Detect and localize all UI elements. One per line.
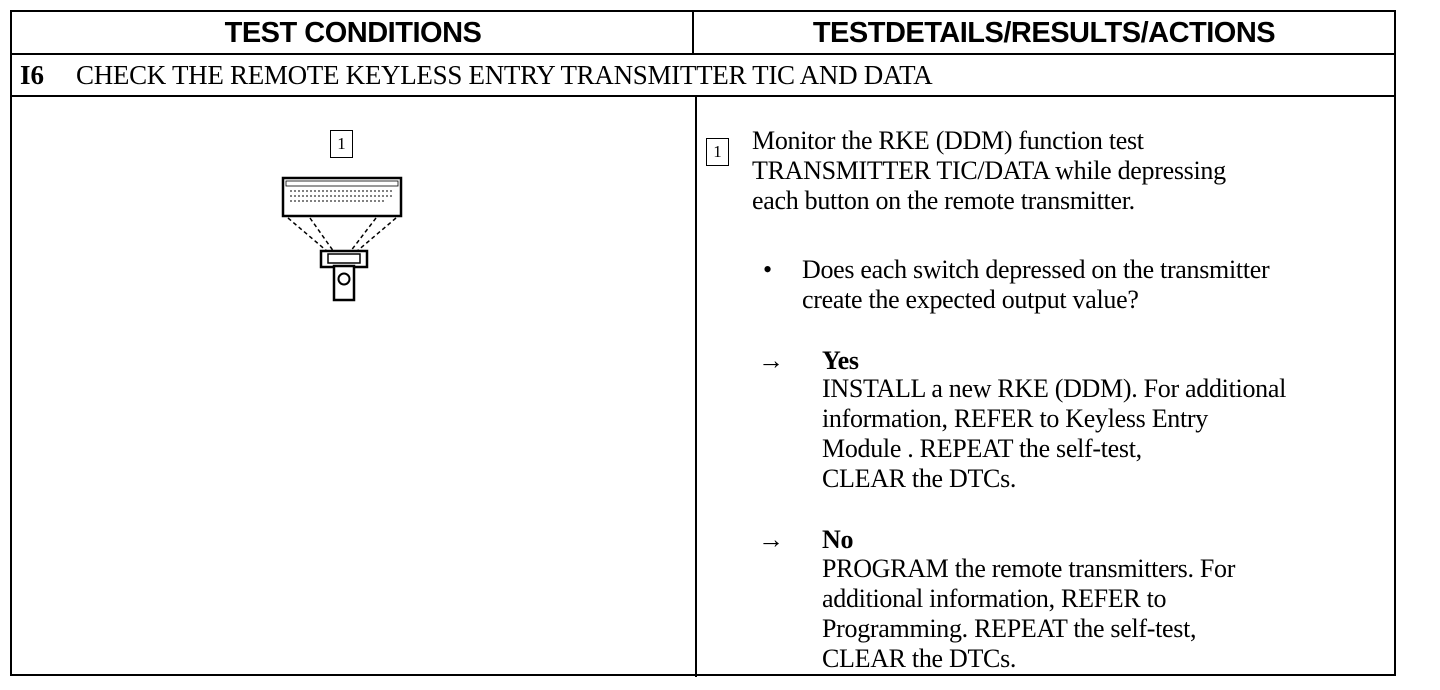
no-action xyxy=(822,554,1387,674)
instruction-paragraph xyxy=(752,126,1372,216)
scan-tool-with-transmitter-icon xyxy=(268,166,418,366)
no-action-line: additional information, REFER to xyxy=(822,584,1167,613)
diagram-step-box: 1 xyxy=(330,130,353,158)
yes-action-line: Module . REPEAT the self-test, xyxy=(822,434,1142,463)
step-number: I6 xyxy=(20,60,45,90)
yes-arrow-icon: → xyxy=(758,346,784,375)
no-action-line: Programming. REPEAT the self-test, xyxy=(822,614,1197,643)
question-paragraph xyxy=(802,255,1382,315)
no-action-line: PROGRAM the remote transmitters. For xyxy=(822,554,1236,583)
details-step-box: 1 xyxy=(706,138,729,166)
yes-action xyxy=(822,374,1387,494)
question-line: Does each switch depressed on the transmitter xyxy=(802,255,1270,284)
no-action-line: CLEAR the DTCs. xyxy=(822,644,1017,673)
column-divider-body xyxy=(695,97,697,677)
yes-action-line: CLEAR the DTCs. xyxy=(822,464,1017,493)
instruction-line: Monitor the RKE (DDM) function test xyxy=(752,126,1144,155)
header-test-details: TESTDETAILS/RESULTS/ACTIONS xyxy=(812,17,1276,49)
step-divider xyxy=(12,95,1394,97)
question-line: create the expected output value? xyxy=(802,285,1139,314)
no-arrow-icon: → xyxy=(758,525,784,554)
bullet-icon: • xyxy=(763,255,772,284)
yes-action-line: information, REFER to Keyless Entry xyxy=(822,404,1208,433)
yes-label: Yes xyxy=(822,346,859,375)
instruction-line: TRANSMITTER TIC/DATA while depressing xyxy=(752,156,1226,185)
yes-action-line: INSTALL a new RKE (DDM). For additional xyxy=(822,374,1287,403)
instruction-line: each button on the remote transmitter. xyxy=(752,186,1135,215)
header-test-conditions: TEST CONDITIONS xyxy=(224,17,482,49)
step-row xyxy=(12,55,1394,95)
step-title: CHECK THE REMOTE KEYLESS ENTRY TRANSMITTER TIC AND DATA xyxy=(76,60,933,90)
no-label: No xyxy=(822,525,854,554)
